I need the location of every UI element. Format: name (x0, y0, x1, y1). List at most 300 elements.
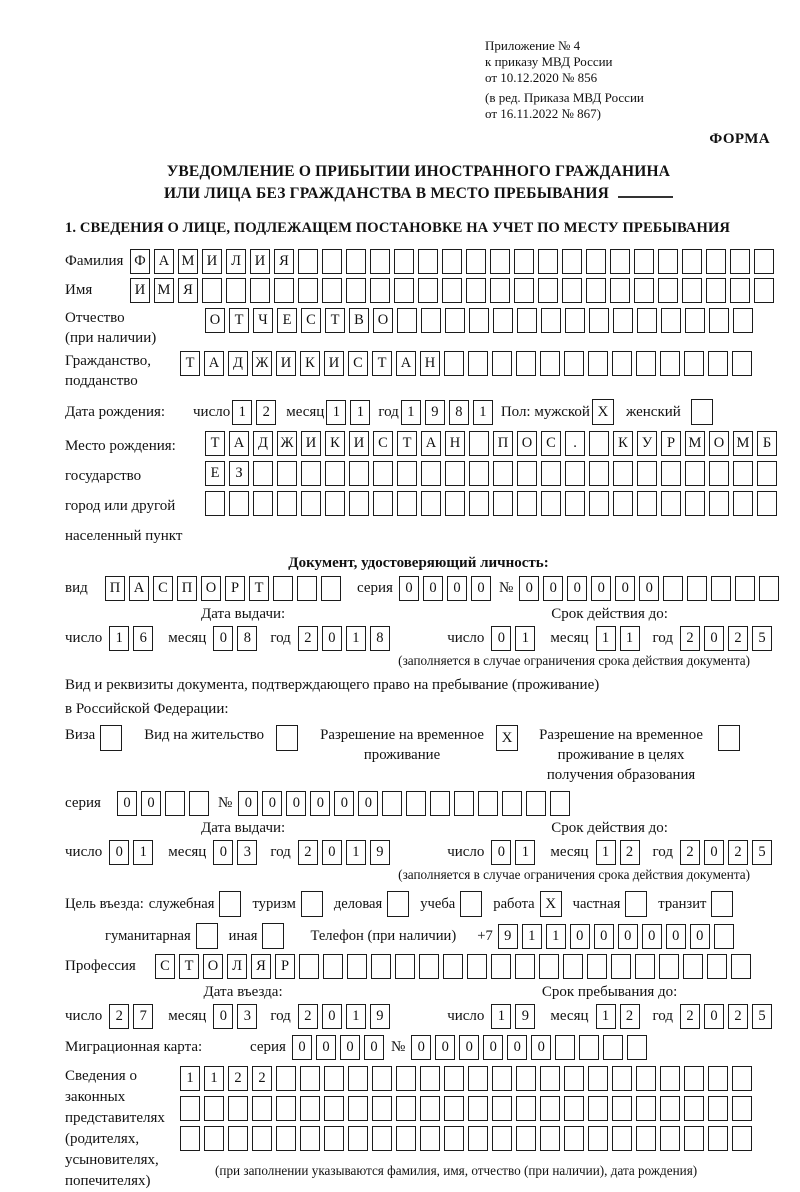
char-cell[interactable]: О (709, 431, 729, 456)
char-cell[interactable]: 0 (411, 1035, 431, 1060)
char-cell[interactable] (253, 461, 273, 486)
char-cell[interactable]: 1 (232, 400, 252, 425)
char-cell[interactable]: К (613, 431, 633, 456)
char-cell[interactable] (660, 1096, 680, 1121)
char-cell[interactable] (707, 954, 727, 979)
char-cell[interactable]: 1 (346, 626, 366, 651)
char-cell[interactable]: 1 (522, 924, 542, 949)
char-cell[interactable] (555, 1035, 575, 1060)
char-cell[interactable]: 2 (109, 1004, 129, 1029)
char-cell[interactable] (228, 1096, 248, 1121)
char-cell[interactable] (661, 461, 681, 486)
char-cell[interactable]: 0 (399, 576, 419, 601)
char-cell[interactable]: 0 (570, 924, 590, 949)
char-cell[interactable] (732, 1126, 752, 1151)
char-cell[interactable]: И (349, 431, 369, 456)
char-cell[interactable]: 1 (133, 840, 153, 865)
char-cell[interactable] (445, 461, 465, 486)
char-cell[interactable] (444, 1126, 464, 1151)
char-cell[interactable] (371, 954, 391, 979)
char-cell[interactable] (732, 351, 752, 376)
char-cell[interactable] (709, 308, 729, 333)
char-cell[interactable] (541, 308, 561, 333)
char-cell[interactable] (349, 461, 369, 486)
char-cell[interactable] (469, 308, 489, 333)
purpose-tourism-checkbox[interactable] (301, 891, 323, 917)
char-cell[interactable] (685, 461, 705, 486)
char-cell[interactable]: О (205, 308, 225, 333)
char-cell[interactable] (299, 954, 319, 979)
char-cell[interactable] (493, 308, 513, 333)
char-cell[interactable] (516, 351, 536, 376)
char-cell[interactable] (612, 351, 632, 376)
char-cell[interactable] (636, 1126, 656, 1151)
char-cell[interactable]: 2 (228, 1066, 248, 1091)
char-cell[interactable] (735, 576, 755, 601)
char-cell[interactable] (706, 278, 726, 303)
char-cell[interactable]: 0 (447, 576, 467, 601)
char-cell[interactable] (349, 491, 369, 516)
char-cell[interactable] (627, 1035, 647, 1060)
char-cell[interactable]: 9 (370, 1004, 390, 1029)
char-cell[interactable]: А (154, 249, 174, 274)
char-cell[interactable] (491, 954, 511, 979)
char-cell[interactable]: 0 (690, 924, 710, 949)
char-cell[interactable] (708, 1096, 728, 1121)
char-cell[interactable] (540, 1066, 560, 1091)
char-cell[interactable]: 0 (704, 840, 724, 865)
char-cell[interactable] (396, 1126, 416, 1151)
char-cell[interactable] (324, 1096, 344, 1121)
char-cell[interactable]: О (517, 431, 537, 456)
char-cell[interactable] (733, 461, 753, 486)
char-cell[interactable]: 7 (133, 1004, 153, 1029)
char-cell[interactable]: . (565, 431, 585, 456)
char-cell[interactable] (454, 791, 474, 816)
char-cell[interactable]: 0 (543, 576, 563, 601)
char-cell[interactable]: И (202, 249, 222, 274)
char-cell[interactable] (252, 1096, 272, 1121)
char-cell[interactable] (541, 491, 561, 516)
char-cell[interactable]: 0 (364, 1035, 384, 1060)
char-cell[interactable] (276, 1066, 296, 1091)
char-cell[interactable] (373, 491, 393, 516)
char-cell[interactable] (492, 1096, 512, 1121)
char-cell[interactable] (397, 308, 417, 333)
char-cell[interactable] (324, 1066, 344, 1091)
char-cell[interactable] (660, 351, 680, 376)
char-cell[interactable] (540, 1096, 560, 1121)
char-cell[interactable]: 0 (704, 626, 724, 651)
char-cell[interactable] (684, 1096, 704, 1121)
char-cell[interactable]: 0 (423, 576, 443, 601)
char-cell[interactable]: 0 (491, 626, 511, 651)
char-cell[interactable]: 0 (459, 1035, 479, 1060)
char-cell[interactable] (468, 1096, 488, 1121)
char-cell[interactable]: М (733, 431, 753, 456)
char-cell[interactable] (562, 278, 582, 303)
char-cell[interactable] (565, 461, 585, 486)
char-cell[interactable]: Н (445, 431, 465, 456)
char-cell[interactable] (493, 461, 513, 486)
purpose-official-checkbox[interactable] (219, 891, 241, 917)
char-cell[interactable] (253, 491, 273, 516)
char-cell[interactable]: 5 (752, 1004, 772, 1029)
char-cell[interactable] (708, 1066, 728, 1091)
char-cell[interactable]: 2 (728, 1004, 748, 1029)
purpose-humanitarian-checkbox[interactable] (196, 923, 218, 949)
char-cell[interactable]: 0 (471, 576, 491, 601)
char-cell[interactable] (733, 308, 753, 333)
char-cell[interactable] (229, 491, 249, 516)
char-cell[interactable]: 0 (334, 791, 354, 816)
char-cell[interactable] (394, 249, 414, 274)
char-cell[interactable] (636, 351, 656, 376)
char-cell[interactable] (658, 278, 678, 303)
char-cell[interactable] (419, 954, 439, 979)
char-cell[interactable] (612, 1066, 632, 1091)
char-cell[interactable]: Т (180, 351, 200, 376)
char-cell[interactable] (469, 491, 489, 516)
char-cell[interactable]: С (155, 954, 175, 979)
char-cell[interactable] (708, 1126, 728, 1151)
char-cell[interactable] (579, 1035, 599, 1060)
char-cell[interactable] (373, 461, 393, 486)
purpose-study-checkbox[interactable] (460, 891, 482, 917)
char-cell[interactable] (277, 491, 297, 516)
char-cell[interactable]: А (204, 351, 224, 376)
char-cell[interactable] (564, 1066, 584, 1091)
char-cell[interactable] (730, 249, 750, 274)
char-cell[interactable]: 1 (620, 626, 640, 651)
char-cell[interactable]: 1 (350, 400, 370, 425)
char-cell[interactable] (709, 461, 729, 486)
char-cell[interactable] (709, 491, 729, 516)
char-cell[interactable] (418, 249, 438, 274)
char-cell[interactable] (323, 954, 343, 979)
char-cell[interactable] (589, 431, 609, 456)
visa-checkbox[interactable] (100, 725, 122, 751)
char-cell[interactable]: Я (251, 954, 271, 979)
char-cell[interactable] (250, 278, 270, 303)
char-cell[interactable] (252, 1126, 272, 1151)
char-cell[interactable]: С (301, 308, 321, 333)
char-cell[interactable]: 0 (519, 576, 539, 601)
char-cell[interactable] (396, 1066, 416, 1091)
char-cell[interactable] (759, 576, 779, 601)
char-cell[interactable]: П (493, 431, 513, 456)
char-cell[interactable] (757, 491, 777, 516)
char-cell[interactable] (204, 1126, 224, 1151)
char-cell[interactable]: И (301, 431, 321, 456)
char-cell[interactable] (565, 491, 585, 516)
char-cell[interactable] (588, 1066, 608, 1091)
char-cell[interactable] (562, 249, 582, 274)
char-cell[interactable] (469, 431, 489, 456)
char-cell[interactable] (406, 791, 426, 816)
char-cell[interactable]: П (105, 576, 125, 601)
char-cell[interactable] (754, 249, 774, 274)
char-cell[interactable] (396, 1096, 416, 1121)
char-cell[interactable] (165, 791, 185, 816)
char-cell[interactable] (490, 278, 510, 303)
purpose-business-checkbox[interactable] (387, 891, 409, 917)
char-cell[interactable]: 1 (515, 626, 535, 651)
char-cell[interactable]: Т (205, 431, 225, 456)
char-cell[interactable]: 0 (594, 924, 614, 949)
char-cell[interactable]: 9 (370, 840, 390, 865)
char-cell[interactable] (226, 278, 246, 303)
char-cell[interactable] (516, 1096, 536, 1121)
char-cell[interactable]: 0 (213, 626, 233, 651)
char-cell[interactable] (443, 954, 463, 979)
char-cell[interactable] (564, 351, 584, 376)
char-cell[interactable] (322, 249, 342, 274)
char-cell[interactable] (321, 576, 341, 601)
char-cell[interactable] (516, 1066, 536, 1091)
char-cell[interactable] (325, 461, 345, 486)
char-cell[interactable]: Л (227, 954, 247, 979)
char-cell[interactable] (397, 461, 417, 486)
char-cell[interactable]: 9 (425, 400, 445, 425)
char-cell[interactable] (517, 308, 537, 333)
char-cell[interactable] (418, 278, 438, 303)
char-cell[interactable] (421, 308, 441, 333)
char-cell[interactable]: А (396, 351, 416, 376)
char-cell[interactable]: А (229, 431, 249, 456)
char-cell[interactable]: 0 (567, 576, 587, 601)
char-cell[interactable]: Б (757, 431, 777, 456)
char-cell[interactable]: 8 (237, 626, 257, 651)
char-cell[interactable] (526, 791, 546, 816)
char-cell[interactable]: 0 (639, 576, 659, 601)
char-cell[interactable] (467, 954, 487, 979)
char-cell[interactable] (564, 1096, 584, 1121)
char-cell[interactable]: 0 (322, 1004, 342, 1029)
char-cell[interactable] (346, 249, 366, 274)
char-cell[interactable]: 2 (298, 840, 318, 865)
char-cell[interactable]: У (637, 431, 657, 456)
char-cell[interactable]: 1 (596, 626, 616, 651)
char-cell[interactable]: 1 (473, 400, 493, 425)
char-cell[interactable]: 1 (346, 840, 366, 865)
char-cell[interactable] (372, 1066, 392, 1091)
char-cell[interactable]: 5 (752, 626, 772, 651)
char-cell[interactable] (687, 576, 707, 601)
char-cell[interactable]: 9 (498, 924, 518, 949)
char-cell[interactable] (394, 278, 414, 303)
temp-residence-checkbox[interactable]: X (496, 725, 518, 751)
char-cell[interactable]: О (201, 576, 221, 601)
char-cell[interactable]: Т (229, 308, 249, 333)
char-cell[interactable] (685, 491, 705, 516)
char-cell[interactable] (732, 1096, 752, 1121)
char-cell[interactable]: 2 (680, 840, 700, 865)
char-cell[interactable] (731, 954, 751, 979)
char-cell[interactable] (610, 249, 630, 274)
char-cell[interactable]: 0 (109, 840, 129, 865)
char-cell[interactable] (205, 491, 225, 516)
char-cell[interactable]: 0 (141, 791, 161, 816)
char-cell[interactable] (754, 278, 774, 303)
char-cell[interactable]: Т (325, 308, 345, 333)
char-cell[interactable] (706, 249, 726, 274)
char-cell[interactable]: Д (228, 351, 248, 376)
char-cell[interactable] (658, 249, 678, 274)
char-cell[interactable] (613, 491, 633, 516)
char-cell[interactable] (300, 1066, 320, 1091)
char-cell[interactable]: Р (661, 431, 681, 456)
char-cell[interactable]: Ж (252, 351, 272, 376)
char-cell[interactable] (445, 308, 465, 333)
char-cell[interactable]: 1 (346, 1004, 366, 1029)
char-cell[interactable]: 0 (591, 576, 611, 601)
char-cell[interactable] (442, 278, 462, 303)
char-cell[interactable]: 0 (507, 1035, 527, 1060)
char-cell[interactable]: 1 (515, 840, 535, 865)
char-cell[interactable]: 5 (752, 840, 772, 865)
char-cell[interactable]: 0 (531, 1035, 551, 1060)
char-cell[interactable]: 2 (680, 1004, 700, 1029)
char-cell[interactable] (202, 278, 222, 303)
char-cell[interactable] (348, 1096, 368, 1121)
char-cell[interactable] (397, 491, 417, 516)
char-cell[interactable] (714, 924, 734, 949)
char-cell[interactable]: 0 (491, 840, 511, 865)
char-cell[interactable]: С (348, 351, 368, 376)
char-cell[interactable]: Т (249, 576, 269, 601)
char-cell[interactable] (538, 278, 558, 303)
char-cell[interactable] (587, 954, 607, 979)
char-cell[interactable] (420, 1126, 440, 1151)
char-cell[interactable] (347, 954, 367, 979)
char-cell[interactable]: 0 (286, 791, 306, 816)
char-cell[interactable] (635, 954, 655, 979)
char-cell[interactable] (490, 249, 510, 274)
char-cell[interactable] (539, 954, 559, 979)
char-cell[interactable] (550, 791, 570, 816)
char-cell[interactable] (382, 791, 402, 816)
char-cell[interactable] (634, 278, 654, 303)
char-cell[interactable]: 1 (596, 840, 616, 865)
char-cell[interactable]: И (250, 249, 270, 274)
char-cell[interactable] (277, 461, 297, 486)
char-cell[interactable]: 2 (620, 840, 640, 865)
char-cell[interactable]: 9 (515, 1004, 535, 1029)
char-cell[interactable]: 3 (237, 1004, 257, 1029)
char-cell[interactable] (661, 308, 681, 333)
char-cell[interactable] (683, 954, 703, 979)
char-cell[interactable]: 3 (237, 840, 257, 865)
char-cell[interactable] (492, 351, 512, 376)
char-cell[interactable] (684, 1126, 704, 1151)
char-cell[interactable]: О (203, 954, 223, 979)
char-cell[interactable]: Л (226, 249, 246, 274)
char-cell[interactable] (757, 461, 777, 486)
char-cell[interactable] (430, 791, 450, 816)
char-cell[interactable] (588, 1096, 608, 1121)
char-cell[interactable] (611, 954, 631, 979)
char-cell[interactable]: 1 (180, 1066, 200, 1091)
char-cell[interactable]: 2 (728, 626, 748, 651)
male-checkbox[interactable]: X (592, 399, 614, 425)
char-cell[interactable]: Ж (277, 431, 297, 456)
char-cell[interactable] (636, 1096, 656, 1121)
char-cell[interactable]: М (685, 431, 705, 456)
char-cell[interactable] (300, 1096, 320, 1121)
char-cell[interactable]: 0 (310, 791, 330, 816)
char-cell[interactable]: 0 (618, 924, 638, 949)
char-cell[interactable]: 0 (322, 840, 342, 865)
char-cell[interactable]: М (178, 249, 198, 274)
char-cell[interactable] (711, 576, 731, 601)
char-cell[interactable] (180, 1126, 200, 1151)
char-cell[interactable] (517, 461, 537, 486)
char-cell[interactable]: 1 (109, 626, 129, 651)
char-cell[interactable]: 0 (316, 1035, 336, 1060)
char-cell[interactable]: 0 (358, 791, 378, 816)
char-cell[interactable]: Я (178, 278, 198, 303)
char-cell[interactable] (634, 249, 654, 274)
char-cell[interactable] (325, 491, 345, 516)
char-cell[interactable] (586, 278, 606, 303)
char-cell[interactable] (468, 1126, 488, 1151)
char-cell[interactable]: 0 (483, 1035, 503, 1060)
char-cell[interactable]: 2 (680, 626, 700, 651)
char-cell[interactable]: И (276, 351, 296, 376)
char-cell[interactable] (603, 1035, 623, 1060)
char-cell[interactable]: 2 (620, 1004, 640, 1029)
char-cell[interactable] (298, 249, 318, 274)
char-cell[interactable]: 0 (340, 1035, 360, 1060)
char-cell[interactable]: И (130, 278, 150, 303)
char-cell[interactable] (685, 308, 705, 333)
char-cell[interactable] (610, 278, 630, 303)
char-cell[interactable] (420, 1096, 440, 1121)
char-cell[interactable] (372, 1096, 392, 1121)
char-cell[interactable] (348, 1066, 368, 1091)
purpose-other-checkbox[interactable] (262, 923, 284, 949)
char-cell[interactable]: 2 (298, 626, 318, 651)
char-cell[interactable] (612, 1096, 632, 1121)
char-cell[interactable] (442, 249, 462, 274)
char-cell[interactable] (298, 278, 318, 303)
char-cell[interactable] (659, 954, 679, 979)
char-cell[interactable]: 1 (491, 1004, 511, 1029)
char-cell[interactable]: С (373, 431, 393, 456)
char-cell[interactable] (444, 1096, 464, 1121)
char-cell[interactable] (514, 278, 534, 303)
char-cell[interactable]: 1 (326, 400, 346, 425)
char-cell[interactable] (540, 1126, 560, 1151)
char-cell[interactable]: Ч (253, 308, 273, 333)
char-cell[interactable] (682, 278, 702, 303)
char-cell[interactable]: 0 (262, 791, 282, 816)
char-cell[interactable] (301, 461, 321, 486)
char-cell[interactable] (636, 1066, 656, 1091)
purpose-transit-checkbox[interactable] (711, 891, 733, 917)
char-cell[interactable] (541, 461, 561, 486)
char-cell[interactable] (733, 491, 753, 516)
char-cell[interactable] (322, 278, 342, 303)
char-cell[interactable] (493, 491, 513, 516)
char-cell[interactable]: А (421, 431, 441, 456)
char-cell[interactable] (589, 308, 609, 333)
char-cell[interactable] (228, 1126, 248, 1151)
char-cell[interactable] (370, 249, 390, 274)
char-cell[interactable] (663, 576, 683, 601)
char-cell[interactable]: 6 (133, 626, 153, 651)
